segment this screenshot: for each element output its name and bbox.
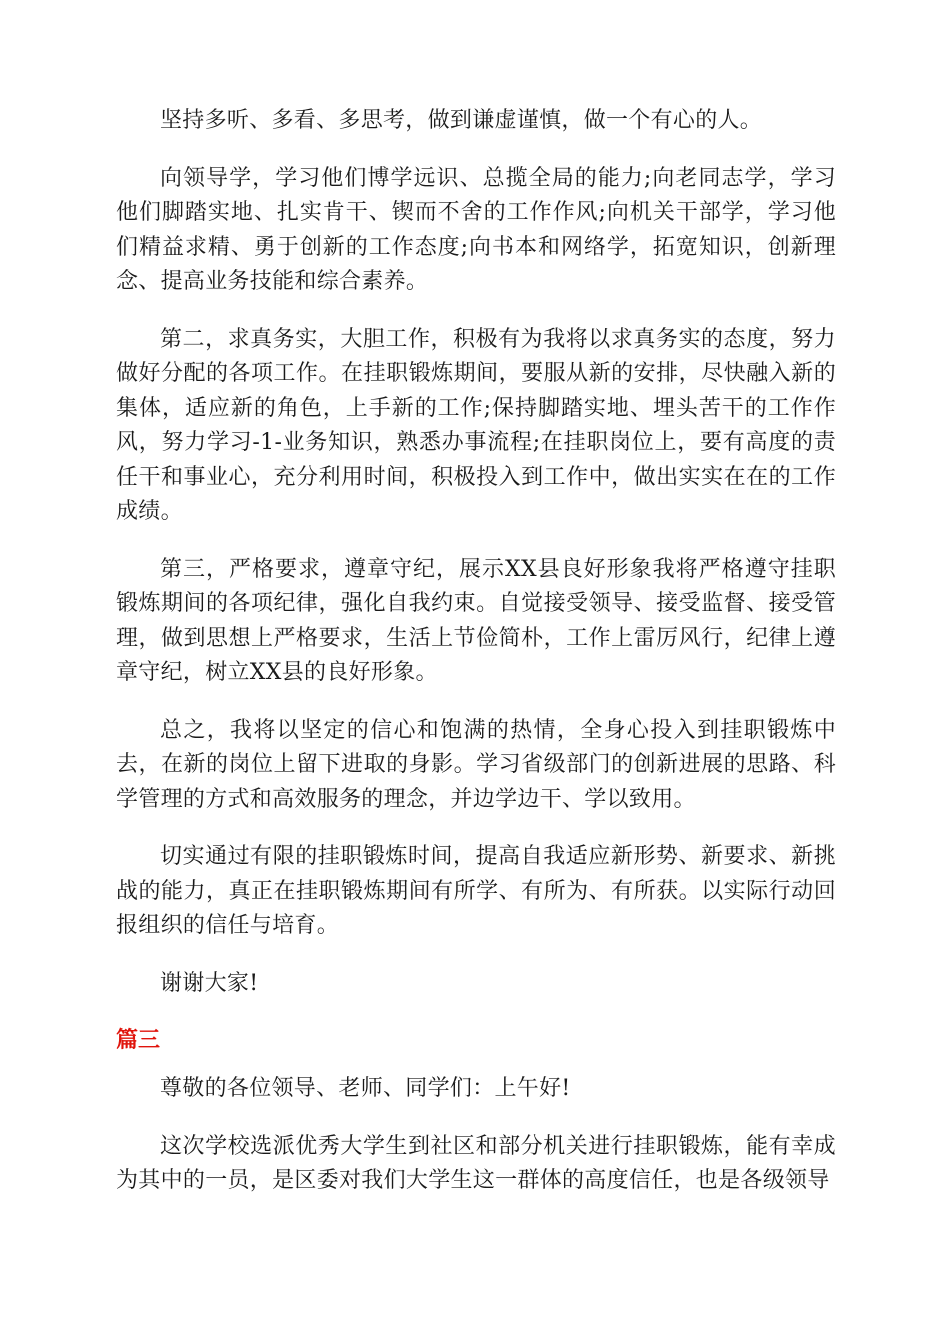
paragraph-9: 这次学校选派优秀大学生到社区和部分机关进行挂职锻炼，能有幸成为其中的一员，是区委对我们大学生这一群体的高度信任，也是各级领导 (116, 1133, 836, 1193)
paragraph-2: 向领导学，学习他们博学远识、总揽全局的能力;向老同志学，学习他们脚踏实地、扎实肯干、锲而不舍的工作作风;向机关干部学，学习他们精益求精、勇于创新的工作态度;向书本和网络学，拓宽知识，创新理念、提高业务技能和综合素养。 (116, 165, 836, 294)
paragraph-6: 切实通过有限的挂职锻炼时间，提高自我适应新形势、新要求、新挑战的能力，真正在挂职锻炼期间有所学、有所为、有所获。以实际行动回报组织的信任与培育。 (116, 844, 836, 938)
document-page (116, 104, 836, 1222)
paragraph-1: 坚持多听、多看、多思考，做到谦虚谨慎，做一个有心的人。 (160, 108, 763, 133)
paragraph-4: 第三，严格要求，遵章守纪，展示XX县良好形象我将严格遵守挂职锻炼期间的各项纪律，强化自我约束。自觉接受领导、接受监督、接受管理，做到思想上严格要求，生活上节俭简朴，工作上雷厉风行，纪律上遵章守纪，树立XX县的良好形象。 (116, 556, 836, 685)
paragraph-5: 总之，我将以坚定的信心和饱满的热情，全身心投入到挂职锻炼中去，在新的岗位上留下进取的身影。学习省级部门的创新进展的思路、科学管理的方式和高效服务的理念，并边学边干、学以致用。 (116, 717, 836, 812)
paragraph-8: 尊敬的各位领导、老师、同学们：上午好! (160, 1076, 571, 1101)
paragraph-3: 第二，求真务实，大胆工作，积极有为我将以求真务实的态度，努力做好分配的各项工作。在挂职锻炼期间，要服从新的安排，尽快融入新的集体，适应新的角色，上手新的工作;保持脚踏实地、埋头苦干的工作作风，努力学习-1-业务知识，熟悉办事流程;在挂职岗位上，要有高度的责任干和事业心，充分利用时间，积极投入到工作中，做出实实在在的工作成绩。 (116, 326, 836, 524)
section-heading: 篇三 (116, 1028, 161, 1053)
paragraph-7: 谢谢大家! (160, 970, 259, 996)
